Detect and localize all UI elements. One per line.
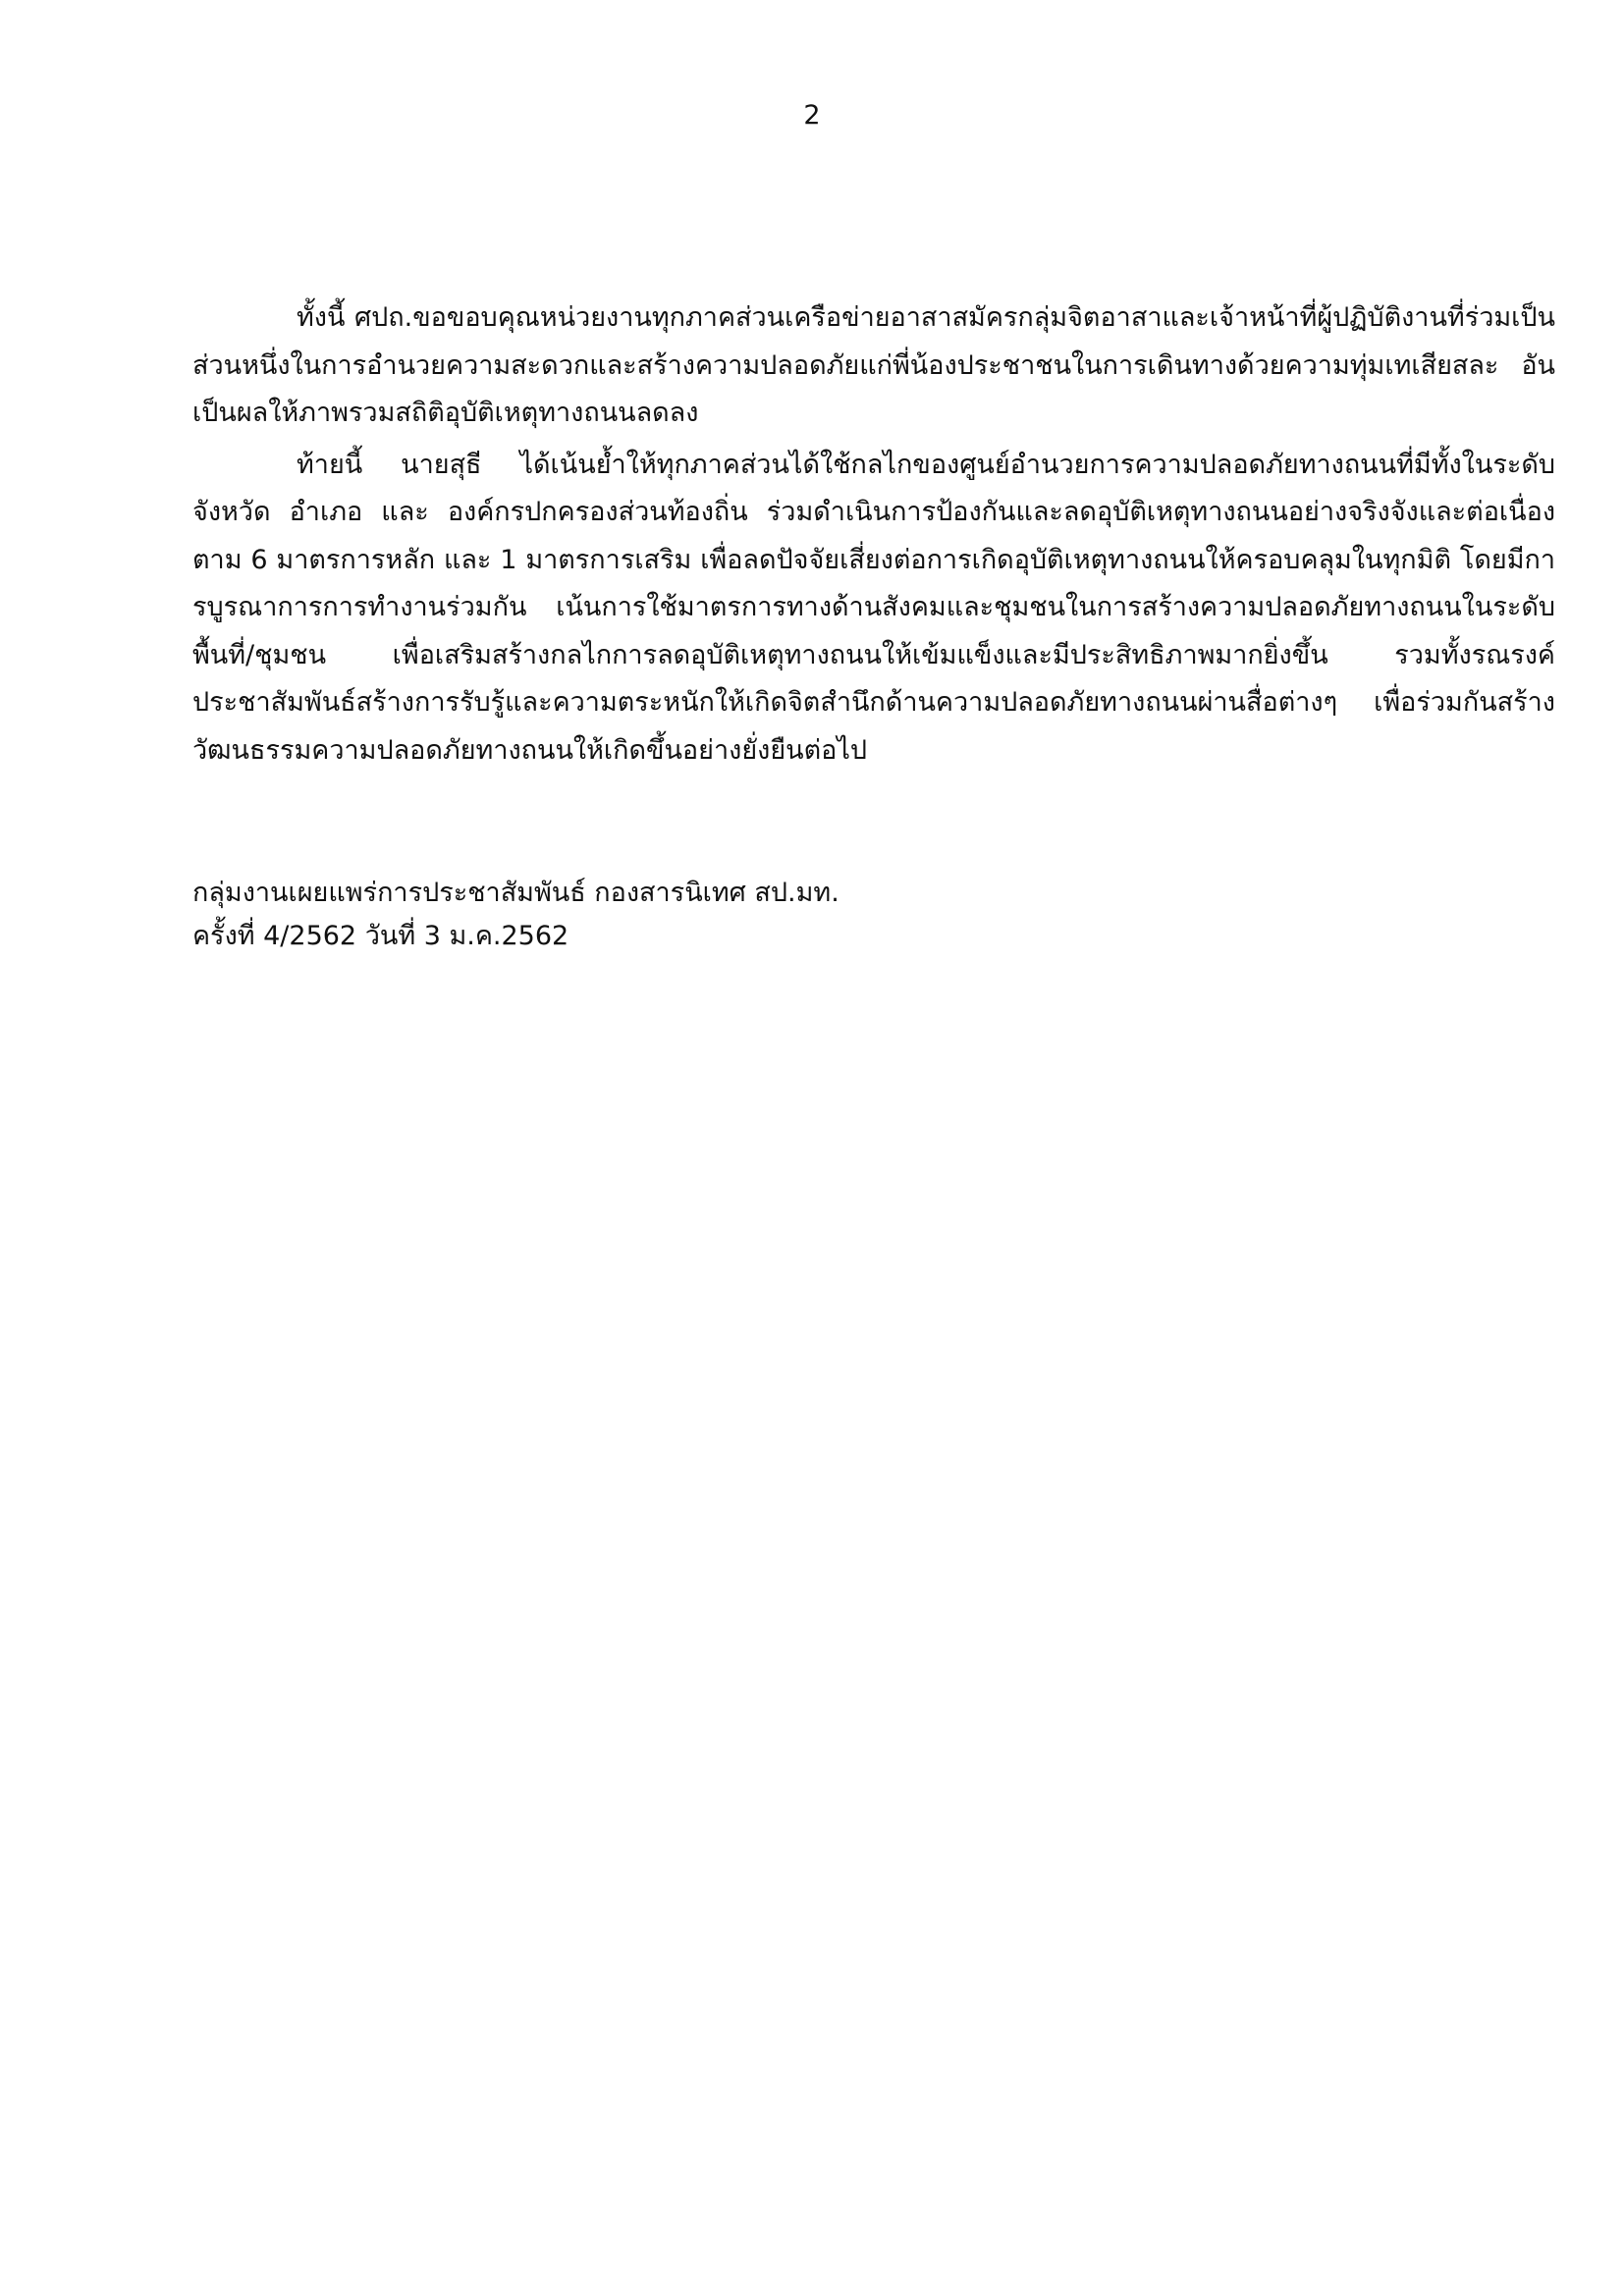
paragraph-closing: ท้ายนี้ นายสุธี ได้เน้นย้ำให้ทุกภาคส่วนได้ใช้กลไกของศูนย์อำนวยการความปลอดภัยทางถนนที่มีทั้งในระดับจังหวัด อำเภอ และ องค์กรปกครองส่วนท้องถิ่น ร่วมดำเนินการป้องกันและลดอุบัติเหตุทางถนนอย่างจริงจังและต่อเนื่องตาม 6 มาตรการหลัก และ 1 มาตรการเสริม เพื่อลดปัจจัยเสี่ยงต่อการเกิดอุบัติเหตุทางถนนให้ครอบคลุมในทุกมิติ โดยมีการบูรณาการการทำงานร่วมกัน เน้นการใช้มาตรการทางด้านสังคมและชุมชนในการสร้างความปลอดภัยทางถนนในระดับพื้นที่/ชุมชน เพื่อเสริมสร้างกลไกการลดอุบัติเหตุทางถนนให้เข้มแข็งและมีประสิทธิภาพมากยิ่งขึ้น รวมทั้งรณรงค์ประชาสัมพันธ์สร้างการรับรู้และความตระหนักให้เกิดจิตสำนึกด้านความปลอดภัยทางถนนผ่านสื่อต่างๆ เพื่อร่วมกันสร้างวัฒนธรรมความปลอดภัยทางถนนให้เกิดขึ้นอย่างยั่งยืนต่อไป	[192, 449, 1555, 766]
page-number: 2	[803, 100, 821, 131]
paragraph-thanks: ทั้งนี้ ศปถ.ขอขอบคุณหน่วยงานทุกภาคส่วนเครือข่ายอาสาสมัครกลุ่มจิตอาสาและเจ้าหน้าที่ผู้ปฏิบัติงานที่ร่วมเป็นส่วนหนึ่งในการอำนวยความสะดวกและสร้างความปลอดภัยแก่พี่น้องประชาชนในการเดินทางด้วยความทุ่มเทเสียสละ อันเป็นผลให้ภาพรวมสถิติอุบัติเหตุทางถนนลดลง	[192, 302, 1555, 428]
footer-issue: ครั้งที่ 4/2562 วันที่ 3 ม.ค.2562	[192, 921, 569, 951]
footer-department: กลุ่มงานเผยแพร่การประชาสัมพันธ์ กองสารนิเทศ สป.มท.	[192, 878, 839, 908]
footer	[192, 872, 1555, 958]
body-text	[192, 294, 1555, 774]
